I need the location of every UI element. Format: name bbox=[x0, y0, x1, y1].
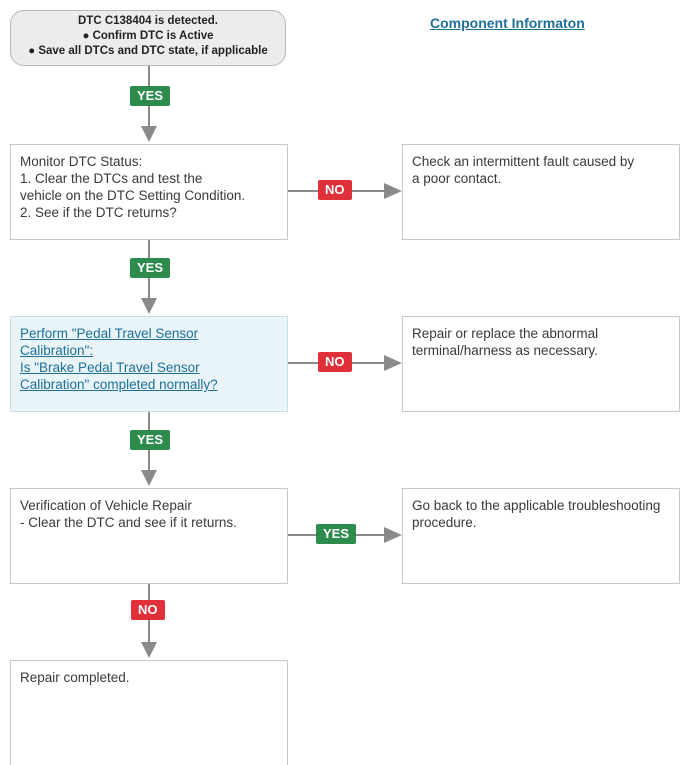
start-dtc-detected bbox=[10, 10, 286, 66]
yes-badge-1: YES bbox=[130, 86, 170, 106]
arrow-right-3 bbox=[384, 527, 402, 543]
arrow-down-3 bbox=[141, 470, 157, 486]
start-line-2: ● Confirm DTC is Active bbox=[82, 30, 214, 42]
result2-line-2: terminal/harness as necessary. bbox=[412, 343, 598, 358]
step2-line-2[interactable]: Calibration": bbox=[20, 343, 94, 358]
start-line-3: ● Save all DTCs and DTC state, if applicable bbox=[28, 45, 268, 57]
result3-line-1: Go back to the applicable troubleshooting bbox=[412, 498, 661, 513]
component-information-link[interactable]: Component Informaton bbox=[430, 15, 585, 31]
arrow-down-4 bbox=[141, 642, 157, 658]
step2-line-4[interactable]: Calibration" completed normally? bbox=[20, 377, 218, 392]
no-badge-1: NO bbox=[318, 180, 352, 200]
yes-badge-2: YES bbox=[130, 258, 170, 278]
step3-line-2: - Clear the DTC and see if it returns. bbox=[20, 515, 237, 530]
start-line-1: DTC C138404 is detected. bbox=[78, 15, 218, 27]
step-verification-of-vehicle-repair bbox=[10, 488, 288, 584]
result-go-back-troubleshooting bbox=[402, 488, 680, 584]
result3-line-2: procedure. bbox=[412, 515, 477, 530]
step1-line-1: Monitor DTC Status: bbox=[20, 154, 143, 169]
result1-line-2: a poor contact. bbox=[412, 171, 502, 186]
arrow-right-2 bbox=[384, 355, 402, 371]
step-pedal-travel-sensor-calibration[interactable] bbox=[10, 316, 288, 412]
yes-badge-4: YES bbox=[316, 524, 356, 544]
arrow-down-1 bbox=[141, 126, 157, 142]
result-repair-terminal-harness bbox=[402, 316, 680, 412]
final-line-1: Repair completed. bbox=[20, 670, 130, 685]
arrow-right-1 bbox=[384, 183, 402, 199]
step3-line-1: Verification of Vehicle Repair bbox=[20, 498, 192, 513]
no-badge-2: NO bbox=[318, 352, 352, 372]
yes-badge-3: YES bbox=[130, 430, 170, 450]
arrow-down-2 bbox=[141, 298, 157, 314]
step2-line-3[interactable]: Is "Brake Pedal Travel Sensor bbox=[20, 360, 200, 375]
step1-line-2: 1. Clear the DTCs and test the bbox=[20, 171, 203, 186]
no-badge-3: NO bbox=[131, 600, 165, 620]
step2-line-1[interactable]: Perform "Pedal Travel Sensor bbox=[20, 326, 199, 341]
final-repair-completed bbox=[10, 660, 288, 765]
result2-line-1: Repair or replace the abnormal bbox=[412, 326, 599, 341]
step-monitor-dtc-status bbox=[10, 144, 288, 240]
result-check-intermittent-fault bbox=[402, 144, 680, 240]
step1-line-4: 2. See if the DTC returns? bbox=[20, 205, 177, 220]
step1-line-3: vehicle on the DTC Setting Condition. bbox=[20, 188, 246, 203]
result1-line-1: Check an intermittent fault caused by bbox=[412, 154, 635, 169]
